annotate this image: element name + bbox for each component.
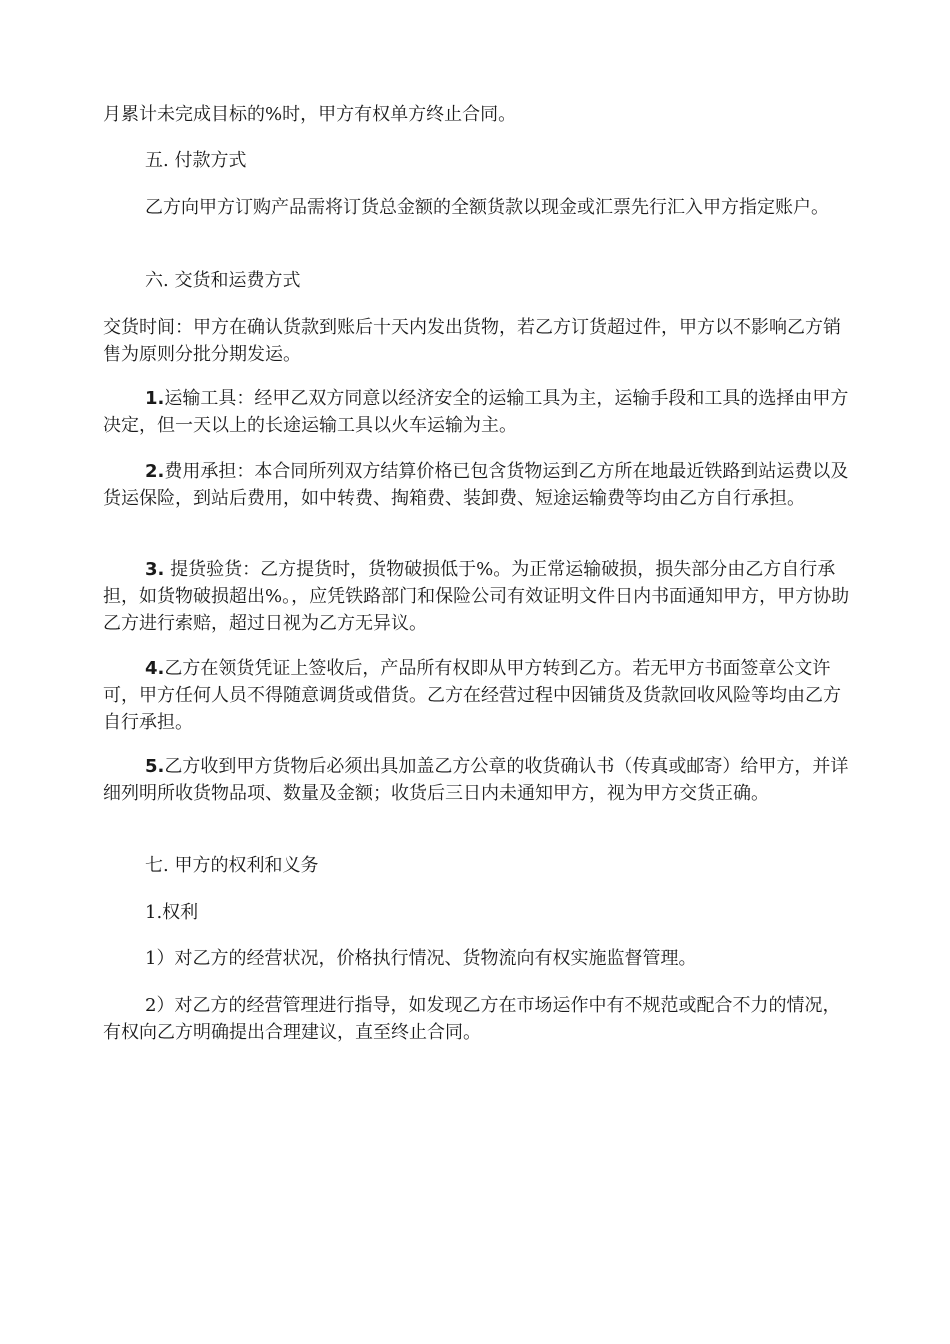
list-item-inspection bbox=[103, 556, 855, 637]
section-heading-payment: 五. 付款方式 bbox=[145, 150, 247, 171]
section-heading-rights: 七. 甲方的权利和义务 bbox=[145, 855, 319, 876]
paragraph-right-2: 2）对乙方的经营管理进行指导，如发现乙方在市场运作中有不规范或配合不力的情况，有权向乙方明确提出合理建议，直至终止合同。 bbox=[103, 995, 841, 1043]
list-item-receipt bbox=[103, 753, 855, 807]
list-text: 费用承担：本合同所列双方结算价格已包含货物运到乙方所在地最近铁路到站运费以及货运保险，到站后费用，如中转费、掏箱费、装卸费、短途运输费等均由乙方自行承担。 bbox=[103, 461, 849, 509]
list-text: 运输工具：经甲乙双方同意以经济安全的运输工具为主，运输手段和工具的选择由甲方决定，但一天以上的长途运输工具以火车运输为主。 bbox=[103, 388, 849, 436]
list-number: 4. bbox=[145, 658, 165, 679]
paragraph-right-1: 1）对乙方的经营状况，价格执行情况、货物流向有权实施监督管理。 bbox=[145, 948, 697, 969]
paragraph-delivery-time: 交货时间：甲方在确认货款到账后十天内发出货物，若乙方订货超过件，甲方以不影响乙方销售为原则分批分期发运。 bbox=[103, 317, 841, 365]
list-number: 5. bbox=[145, 756, 165, 777]
list-item-transport bbox=[103, 385, 855, 439]
list-text: 乙方收到甲方货物后必须出具加盖乙方公章的收货确认书（传真或邮寄）给甲方，并详细列明所收货物品项、数量及金额；收货后三日内未通知甲方，视为甲方交货正确。 bbox=[103, 756, 849, 804]
list-item-ownership bbox=[103, 655, 855, 736]
section-heading-delivery: 六. 交货和运费方式 bbox=[145, 270, 301, 291]
list-number: 3. bbox=[145, 559, 165, 580]
list-number: 1. bbox=[145, 388, 165, 409]
list-text: 乙方在领货凭证上签收后，产品所有权即从甲方转到乙方。若无甲方书面签章公文许可，甲方任何人员不得随意调货或借货。乙方在经营过程中因铺货及货款回收风险等均由乙方自行承担。 bbox=[103, 658, 841, 733]
subheading-rights: 1.权利 bbox=[145, 902, 199, 923]
list-item-costs bbox=[103, 458, 855, 512]
list-number: 2. bbox=[145, 461, 165, 482]
paragraph-continuation: 月累计未完成目标的%时，甲方有权单方终止合同。 bbox=[103, 104, 517, 125]
paragraph-payment: 乙方向甲方订购产品需将订货总金额的全额货款以现金或汇票先行汇入甲方指定账户。 bbox=[145, 197, 829, 218]
list-text: 提货验货：乙方提货时，货物破损低于%。为正常运输破损，损失部分由乙方自行承担，如货物破损超出%。，应凭铁路部门和保险公司有效证明文件日内书面通知甲方，甲方协助乙方进行索赔，超过日视为乙方无异议。 bbox=[103, 559, 850, 634]
